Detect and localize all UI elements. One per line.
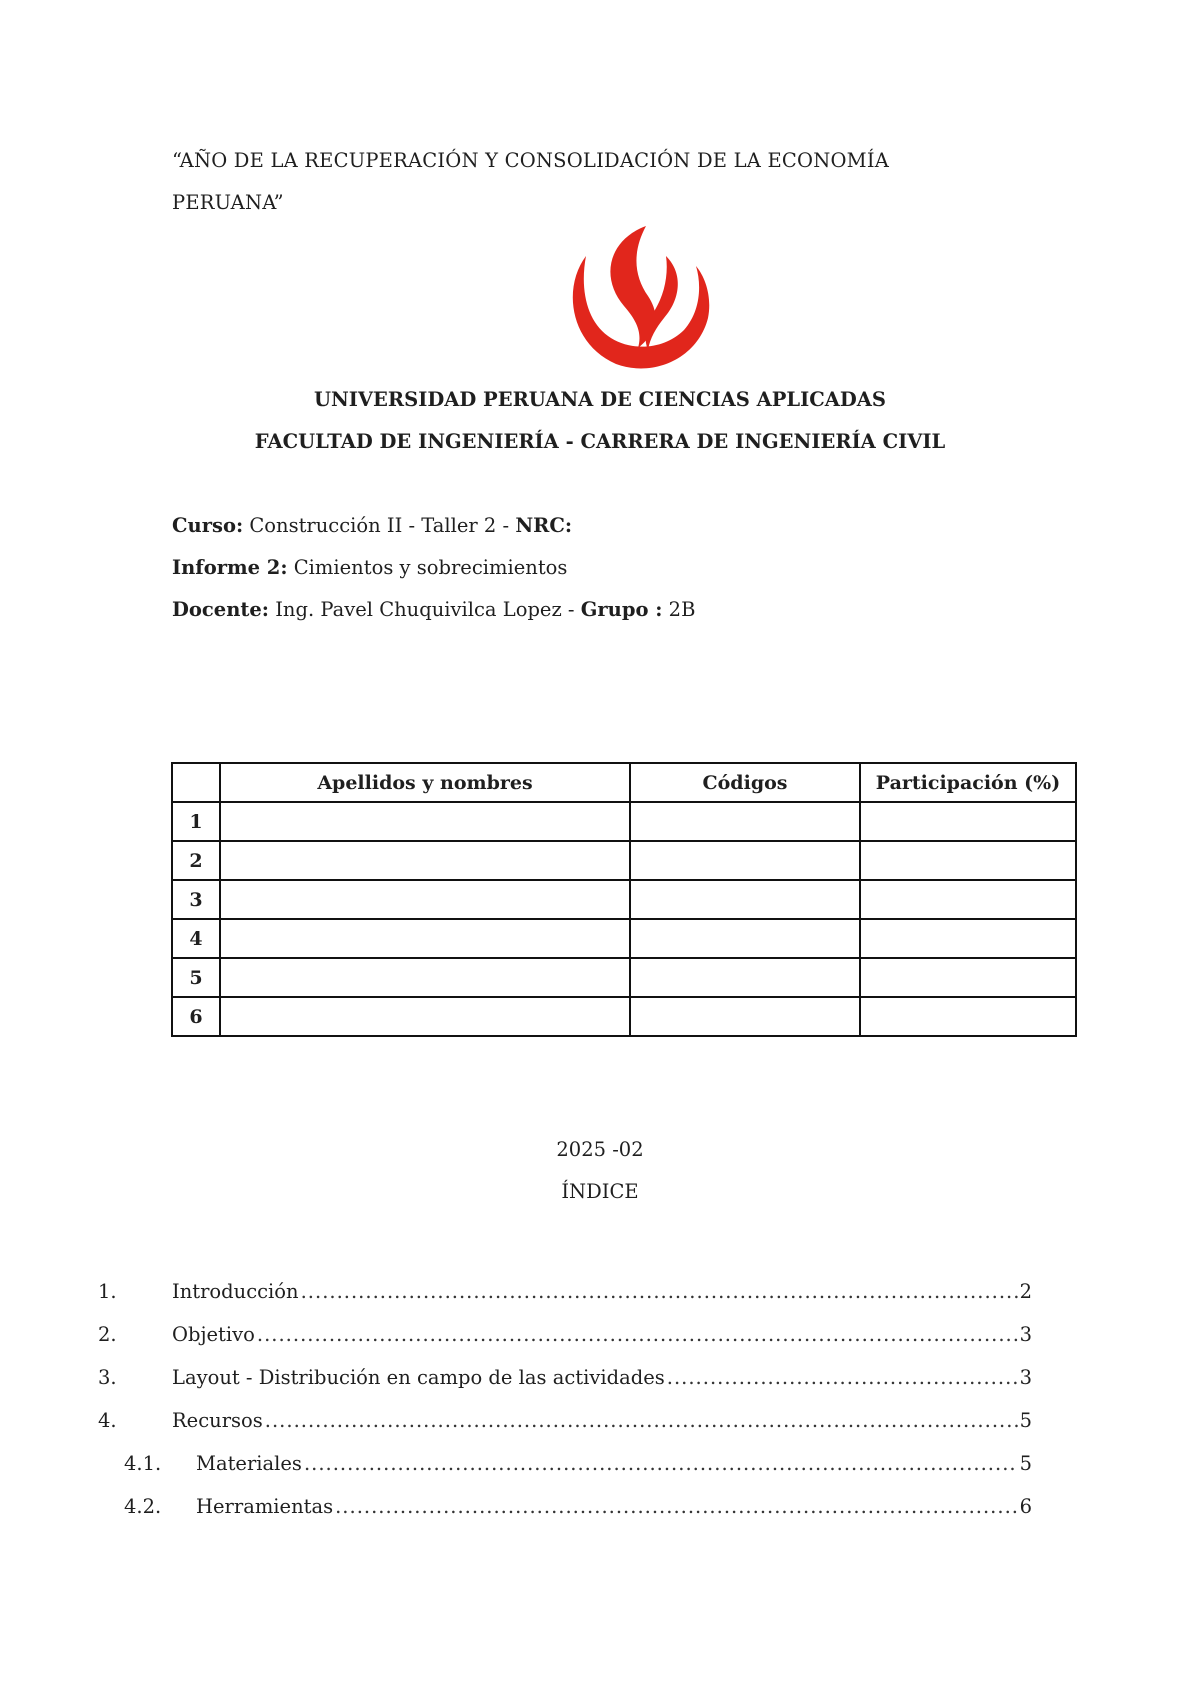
code-cell[interactable] [630, 880, 860, 919]
table-row [172, 919, 1076, 958]
header-codes: Códigos [630, 763, 860, 802]
table-row [172, 997, 1076, 1036]
toc-item-page: 2 [1019, 1280, 1032, 1303]
toc-item-page: 5 [1019, 1452, 1032, 1475]
header-names: Apellidos y nombres [220, 763, 630, 802]
toc-item-label: Layout - Distribución en campo de las actividades [172, 1366, 665, 1389]
code-cell[interactable] [630, 802, 860, 841]
row-number: 1 [172, 802, 220, 841]
upc-logo-icon [568, 226, 712, 372]
toc-item-number: 4.1. [124, 1452, 162, 1475]
toc-leader-dots [265, 1409, 1018, 1432]
name-cell[interactable] [220, 880, 630, 919]
toc-item-page: 6 [1019, 1495, 1032, 1518]
index-title: ÍNDICE [561, 1180, 639, 1203]
toc-item[interactable] [0, 1495, 1200, 1525]
table-header-row [172, 763, 1076, 802]
header-participation: Participación (%) [860, 763, 1076, 802]
course-value: Construcción II - Taller 2 - [243, 514, 516, 537]
toc-item-entry [196, 1452, 1032, 1475]
year-title-line2: PERUANA” [172, 191, 284, 214]
toc-leader-dots [335, 1495, 1017, 1518]
participation-cell[interactable] [860, 841, 1076, 880]
toc-item-number: 1. [98, 1280, 117, 1303]
toc-leader-dots [301, 1280, 1018, 1303]
toc-item-entry [172, 1366, 1032, 1389]
toc-item-entry [172, 1409, 1032, 1432]
participation-cell[interactable] [860, 802, 1076, 841]
participation-cell[interactable] [860, 997, 1076, 1036]
code-cell[interactable] [630, 958, 860, 997]
report-label: Informe 2: [172, 556, 288, 579]
teacher-value: Ing. Pavel Chuquivilca Lopez - [269, 598, 581, 621]
toc-item-label: Introducción [172, 1280, 299, 1303]
toc-item-number: 3. [98, 1366, 117, 1389]
row-number: 2 [172, 841, 220, 880]
toc-item-number: 4.2. [124, 1495, 162, 1518]
toc-item-page: 3 [1019, 1323, 1032, 1346]
course-line [172, 514, 572, 537]
year-title [172, 140, 1032, 224]
academic-period: 2025 -02 [556, 1138, 644, 1161]
report-value: Cimientos y sobrecimientos [287, 556, 568, 579]
report-line [172, 556, 567, 579]
course-label: Curso: [172, 514, 244, 537]
toc-leader-dots [257, 1323, 1018, 1346]
faculty-name: FACULTAD DE INGENIERÍA - CARRERA DE INGENIERÍA CIVIL [254, 430, 946, 453]
university-name: UNIVERSIDAD PERUANA DE CIENCIAS APLICADAS [313, 388, 887, 411]
participation-cell[interactable] [860, 880, 1076, 919]
members-table [171, 762, 1077, 1037]
toc-item-label: Herramientas [196, 1495, 334, 1518]
table-row [172, 958, 1076, 997]
row-number: 6 [172, 997, 220, 1036]
header-number [172, 763, 220, 802]
group-label: Grupo : [580, 598, 663, 621]
toc-item-number: 4. [98, 1409, 117, 1432]
name-cell[interactable] [220, 841, 630, 880]
code-cell[interactable] [630, 841, 860, 880]
name-cell[interactable] [220, 919, 630, 958]
toc-item-label: Materiales [196, 1452, 302, 1475]
toc-item-number: 2. [98, 1323, 117, 1346]
toc-item[interactable] [0, 1366, 1200, 1396]
year-title-line1: “AÑO DE LA RECUPERACIÓN Y CONSOLIDACIÓN DE LA ECONOMÍA [172, 149, 890, 172]
toc-item-entry [172, 1323, 1032, 1346]
toc-item-label: Recursos [172, 1409, 263, 1432]
name-cell[interactable] [220, 802, 630, 841]
toc-item[interactable] [0, 1280, 1200, 1310]
row-number: 4 [172, 919, 220, 958]
toc-item[interactable] [0, 1323, 1200, 1353]
toc-item-entry [172, 1280, 1032, 1303]
table-row [172, 802, 1076, 841]
row-number: 3 [172, 880, 220, 919]
toc-leader-dots [304, 1452, 1018, 1475]
teacher-line [172, 598, 695, 621]
nrc-label: NRC: [515, 514, 573, 537]
code-cell[interactable] [630, 997, 860, 1036]
code-cell[interactable] [630, 919, 860, 958]
toc-item-entry [196, 1495, 1032, 1518]
toc-leader-dots [667, 1366, 1018, 1389]
toc-item[interactable] [0, 1409, 1200, 1439]
toc-item[interactable] [0, 1452, 1200, 1482]
name-cell[interactable] [220, 958, 630, 997]
table-row [172, 880, 1076, 919]
teacher-label: Docente: [172, 598, 269, 621]
participation-cell[interactable] [860, 958, 1076, 997]
toc-item-label: Objetivo [172, 1323, 255, 1346]
group-value: 2B [662, 598, 696, 621]
toc-item-page: 3 [1019, 1366, 1032, 1389]
name-cell[interactable] [220, 997, 630, 1036]
toc-item-page: 5 [1019, 1409, 1032, 1432]
table-row [172, 841, 1076, 880]
row-number: 5 [172, 958, 220, 997]
participation-cell[interactable] [860, 919, 1076, 958]
